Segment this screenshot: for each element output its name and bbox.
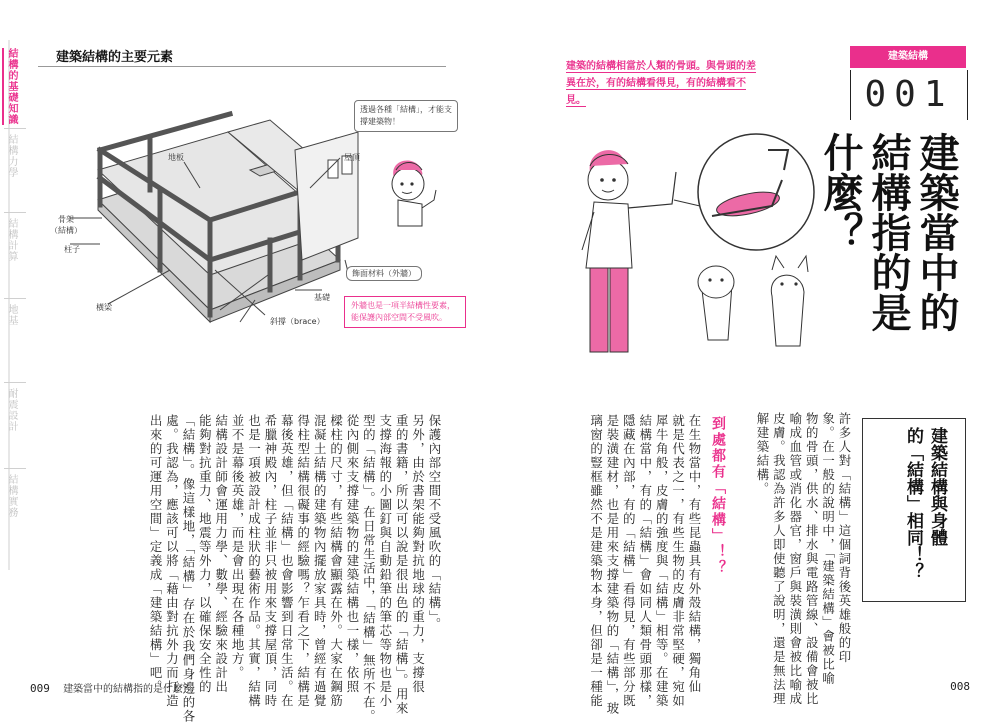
pointing-man-icon xyxy=(378,148,448,228)
right-body-paragraph xyxy=(754,412,852,706)
text-line: 能夠對抗重力、地震等外力，以確保安全性的 xyxy=(197,414,213,694)
text-line: 犀牛角般，皮膚的強度與「結構」相等。在建築 xyxy=(654,414,670,708)
side-tab-divider xyxy=(4,298,26,299)
category-label: 建築結構 xyxy=(850,46,966,68)
text-line: 幕後英雄，但「結構」也會影響到日常生活。在 xyxy=(279,414,295,708)
side-tab-practice[interactable]: 結構實務 xyxy=(6,474,17,518)
text-line: 樑柱的尺寸，有些結構會顯露在外。大家在鋼筋 xyxy=(328,414,344,708)
side-tab-divider xyxy=(4,468,26,469)
text-line: 結構設計師會運用力學、數學、經驗來設計出 xyxy=(213,414,229,694)
section-number: 001 xyxy=(850,70,968,120)
text-line: 隱藏在內部，有的「結構」看得見，有些部分既 xyxy=(621,414,637,708)
text-line: 「結構」。像這樣地，「結構」存在於我們身邊的各 xyxy=(180,414,196,724)
left-body-paragraph xyxy=(147,414,442,724)
left-footer xyxy=(30,680,193,695)
label-foundation: 基礎 xyxy=(314,293,330,302)
text-line: 處。我認為，應該可以將「藉由對抗外力而打造 xyxy=(164,414,180,708)
left-running-title: 建築當中的結構指的是什麼？ xyxy=(63,684,194,695)
intro-pink-note: 建築的結構相當於人類的骨頭。與骨頭的差異在於，有的結構看得見，有的結構看不見。 xyxy=(566,61,756,106)
label-frame-line2: （結構） xyxy=(50,226,82,235)
speech-callout: 透過各種「結構」，才能支撐建築物！ xyxy=(354,100,458,132)
label-beam: 橫梁 xyxy=(96,303,112,312)
label-slab: 地板 xyxy=(168,153,184,162)
text-line: 皮膚。我認為許多人即使聽了說明，還是無法理 xyxy=(771,412,787,706)
side-tab-basics[interactable]: 結構的基礎知識 xyxy=(6,48,17,125)
text-line: 象。在一般的說明中，「建築結構」會被比喻 xyxy=(820,412,836,686)
label-exterior-finish: 飾面材料（外牆） xyxy=(346,266,422,281)
question-line: 建築結構與身體 xyxy=(927,427,947,546)
text-line: 型的「結構」。在日常生活中，「結構」無所不在。 xyxy=(361,414,377,724)
title-line: 建築當中的 xyxy=(913,132,960,332)
right-body-paragraph-2 xyxy=(587,414,702,716)
text-line: 璃窗的豎框雖然不是建築物本身，但卻是一種能 xyxy=(588,414,604,708)
text-line: 喻成血管或消化器官，窗戶與裝潢則會被比喻成 xyxy=(787,412,803,706)
text-line: 就是代表之一，有些生物的皮膚非常堅硬，宛如 xyxy=(670,414,686,708)
text-line: 希臘神殿內，柱子並非只被用來支撐屋頂，同時 xyxy=(262,414,278,708)
question-text xyxy=(901,427,949,580)
question-box xyxy=(862,418,966,602)
diagram-title: 建築結構的主要元素 xyxy=(56,50,174,65)
side-tab-calculation[interactable]: 結構計算 xyxy=(6,218,17,262)
text-line: 並不是幕後英雄，而是會出現在各種地方。 xyxy=(230,414,246,680)
label-column: 柱子 xyxy=(64,245,80,254)
side-tab-seismic[interactable]: 耐震設計 xyxy=(6,388,17,432)
text-line: 重的書籍，所以可以說是很出色的「結構」。用來 xyxy=(394,414,410,716)
text-line: 物的骨頭，供水、排水與電路管線、設備會被比 xyxy=(804,412,820,706)
text-line: 也是一項被設計成柱狀的藝術作品。其實，結構 xyxy=(246,414,262,708)
question-line: 的「結構」相同！？ xyxy=(903,427,923,580)
label-roof: 屋頂 xyxy=(344,153,360,162)
subheading: 到處都有「結構」！？ xyxy=(710,416,726,576)
left-page-number: 009 xyxy=(30,682,50,695)
text-line: 許多人對「結構」這個詞背後英雄般的印 xyxy=(837,412,852,664)
side-tab-divider xyxy=(4,382,26,383)
label-frame-line1: 骨架 xyxy=(58,215,74,224)
text-line: 在生物當中，有些昆蟲具有外殼結構，獨角仙 xyxy=(687,414,702,694)
text-line: 是裝潢建材，也是用來支撐建築物的「結構」，玻 xyxy=(604,414,620,716)
text-line: 得柱型結構很礙事的經驗嗎？乍看之下，結構是 xyxy=(295,414,311,708)
side-tab-divider xyxy=(4,128,26,129)
label-brace: 斜撐（brace） xyxy=(270,317,325,326)
side-tab-mechanics[interactable]: 結構力學 xyxy=(6,134,17,178)
side-tab-foundation[interactable]: 地基 xyxy=(6,304,17,326)
exterior-wall-note: 外牆也是一項半結構性要素，能保護內部空間不受風吹。 xyxy=(344,296,466,328)
title-line: 結構指的是 xyxy=(865,132,912,332)
title-line: 什麼？ xyxy=(817,132,864,252)
text-line: 另外，由於書架能夠對抗地球的重力，支撐很 xyxy=(410,414,426,694)
side-tab-divider xyxy=(4,212,26,213)
text-line: 保護內部空間不受風吹的「結構」。 xyxy=(427,414,442,632)
text-line: 結構當中，有的「結構」會如同人類骨頭那樣， xyxy=(637,414,653,708)
text-line: 從內側來支撐建築物的建築結構也一樣，依照 xyxy=(344,414,360,694)
diagram-title-rule xyxy=(38,66,446,67)
text-line: 出來的可運用空間」定義成「建築結構」吧。 xyxy=(148,414,164,694)
text-line: 支撐海報的小圖釘與自動鉛筆的筆芯等物也是小 xyxy=(377,414,393,708)
body-structure-illustration xyxy=(576,120,856,360)
text-line: 混凝土結構的建築物內擺放家具時，曾經有過覺 xyxy=(312,414,328,708)
right-page-number: 008 xyxy=(950,680,970,693)
text-line: 解建築結構。 xyxy=(754,412,770,496)
